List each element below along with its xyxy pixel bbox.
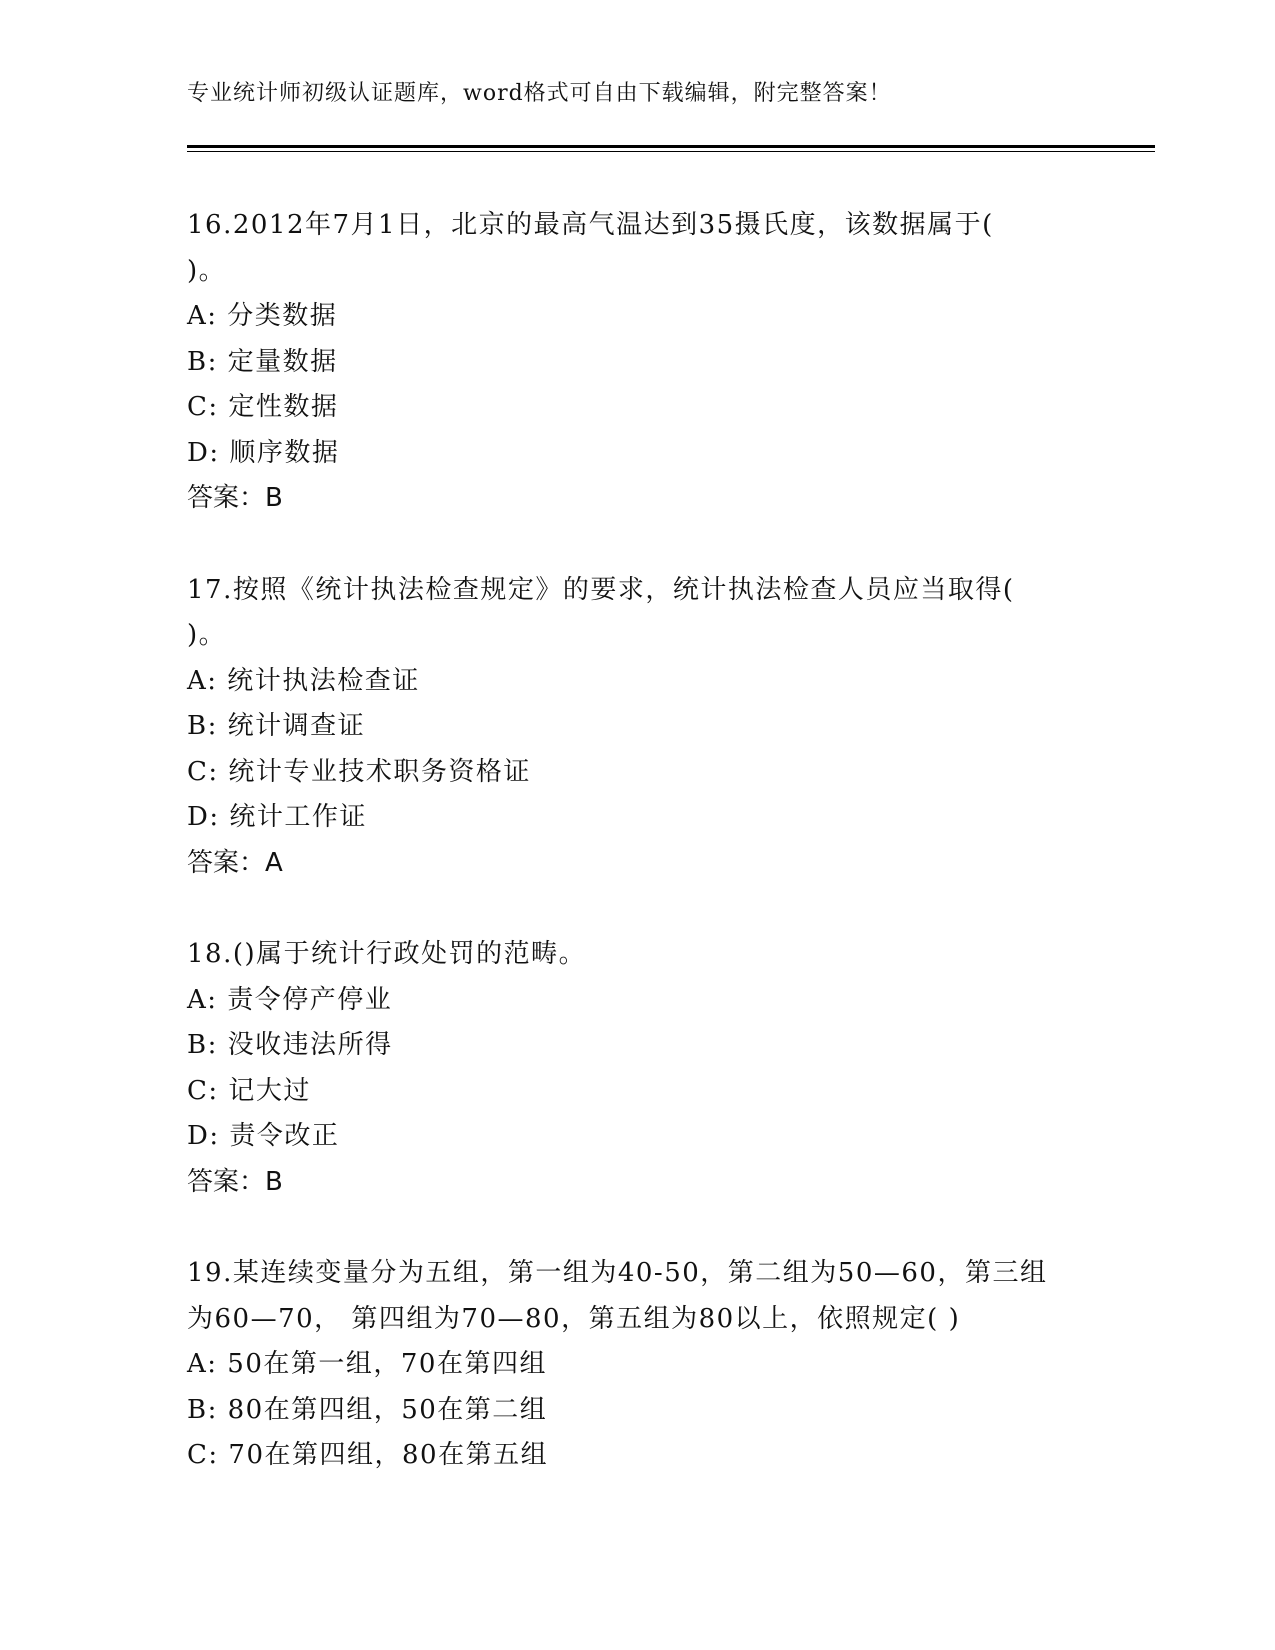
option-c: C: 定性数据 (187, 392, 339, 422)
question-stem-line: )。 (187, 255, 227, 286)
header-rule-thin (187, 151, 1155, 152)
question-19 (187, 1251, 1087, 1479)
question-16 (187, 203, 1087, 522)
header-rule (187, 145, 1155, 148)
option-d: D: 责令改正 (187, 1121, 340, 1151)
option-a: A: 分类数据 (187, 301, 338, 331)
option-b: B: 没收违法所得 (187, 1030, 393, 1060)
option-c: C: 记大过 (187, 1075, 311, 1106)
page-header: 专业统计师初级认证题库，word格式可自由下载编辑，附完整答案！ (187, 81, 892, 106)
question-17 (187, 568, 1087, 887)
question-stem-line: 19.某连续变量分为五组，第一组为40-50，第二组为50—60，第三组 (187, 1258, 1048, 1288)
option-d: D: 顺序数据 (187, 437, 340, 468)
question-stem-line: 18.()属于统计行政处罚的范畴。 (187, 939, 587, 969)
option-a: A: 50在第一组，70在第四组 (187, 1349, 547, 1379)
option-c: C: 统计专业技术职务资格证 (187, 756, 531, 787)
option-a: A: 统计执法检查证 (187, 665, 420, 696)
answer: 答案：A (187, 847, 283, 878)
question-stem-line: 17.按照《统计执法检查规定》的要求，统计执法检查人员应当取得( (187, 574, 1015, 605)
answer: 答案：B (187, 483, 283, 513)
question-stem-line: 16.2012年7月1日，北京的最高气温达到35摄氏度，该数据属于( (187, 210, 994, 240)
question-18 (187, 932, 1087, 1205)
option-b: B: 80在第四组，50在第二组 (187, 1394, 548, 1425)
answer: 答案：B (187, 1166, 283, 1197)
option-c: C: 70在第四组，80在第五组 (187, 1440, 549, 1470)
question-list (187, 203, 1087, 1525)
question-stem-line: 为60—70， 第四组为70—80，第五组为80以上，依照规定( ) (187, 1303, 961, 1334)
option-b: B: 定量数据 (187, 346, 338, 377)
option-d: D: 统计工作证 (187, 802, 367, 832)
question-stem-line: )。 (187, 620, 227, 650)
option-b: B: 统计调查证 (187, 711, 366, 741)
option-a: A: 责令停产停业 (187, 984, 393, 1015)
